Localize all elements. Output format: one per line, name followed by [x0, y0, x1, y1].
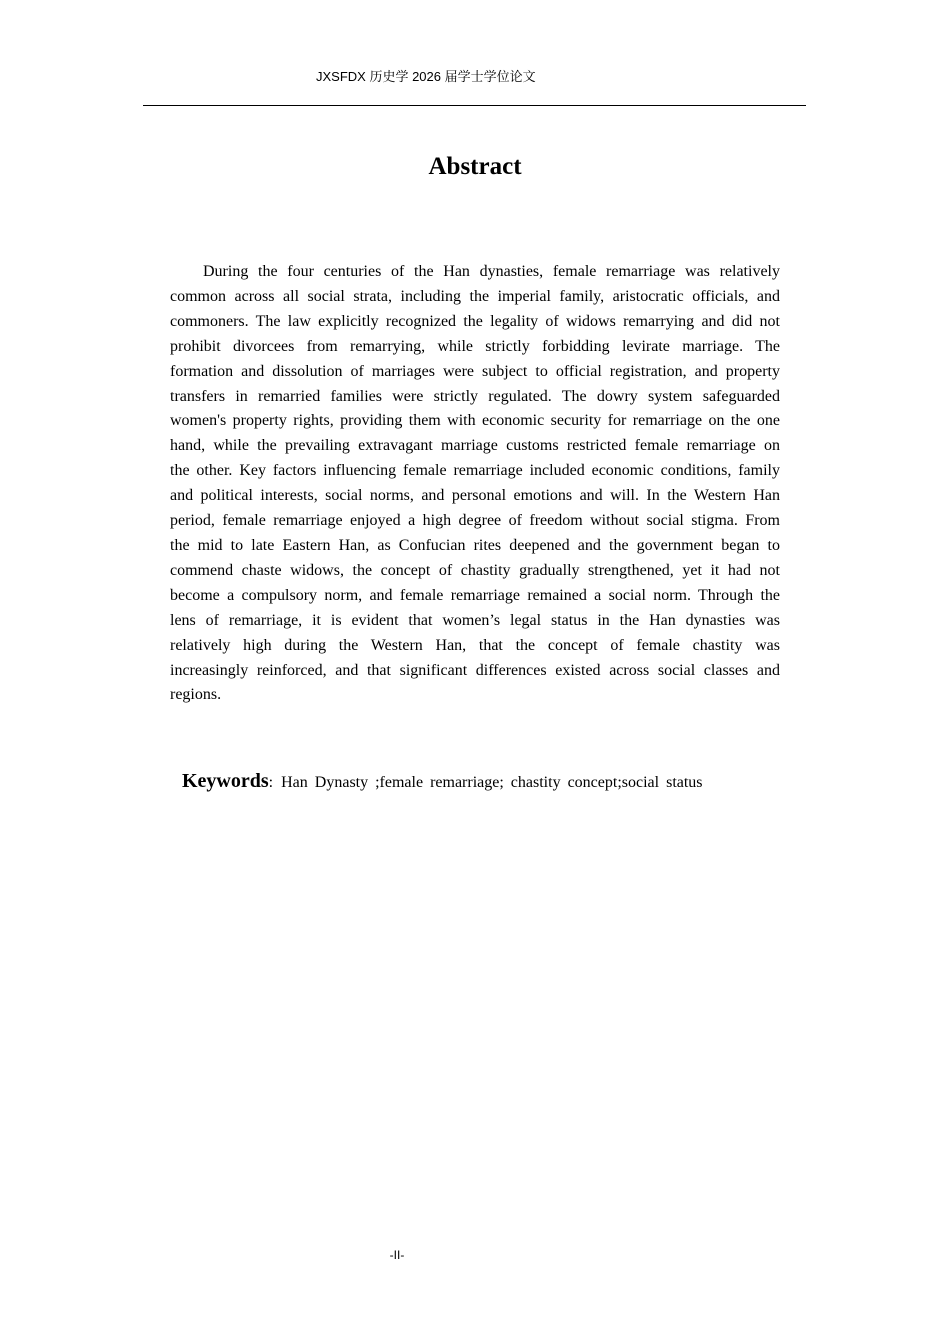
header-divider	[143, 105, 806, 106]
keywords-line	[182, 767, 703, 797]
page-number: -II-	[389, 1248, 405, 1262]
running-header: JXSFDX 历史学 2026 届学士学位论文	[316, 69, 536, 84]
keywords-list: Han Dynasty ;female remarriage; chastity concept;social status	[281, 774, 703, 791]
keywords-label: Keywords	[182, 770, 269, 792]
abstract-title: Abstract	[428, 153, 522, 180]
keywords-separator: :	[268, 774, 274, 791]
abstract-body: During the four centuries of the Han dynasties, female remarriage was relatively common across all social strata, including the imperial family, aristocratic officials, and commoners. The law explicitly recognized the legality of widows remarrying and did not prohibit divorcees from remarrying, while strictly forbidding levirate marriage. The formation and dissolution of marriages were subject to official registration, and property transfers in remarried families were strictly regulated. The dowry system safeguarded women's property rights, providing them with economic security for remarriage on the one hand, while the prevailing extravagant marriage customs restricted female remarriage on the other. Key factors influencing female remarriage included economic conditions, family and political interests, social norms, and personal emotions and will. In the Western Han period, female remarriage enjoyed a high degree of freedom without social stigma. From the mid to late Eastern Han, as Confucian rites deepened and the government began to commend chaste widows, the concept of chastity gradually strengthened, yet it had not become a compulsory norm, and female remarriage remained a social norm. Through the lens of remarriage, it is evident that women’s legal status in the Han dynasties was relatively high during the Western Han, that the concept of female chastity was increasingly reinforced, and that significant differences existed across social classes and regions.	[170, 263, 780, 704]
